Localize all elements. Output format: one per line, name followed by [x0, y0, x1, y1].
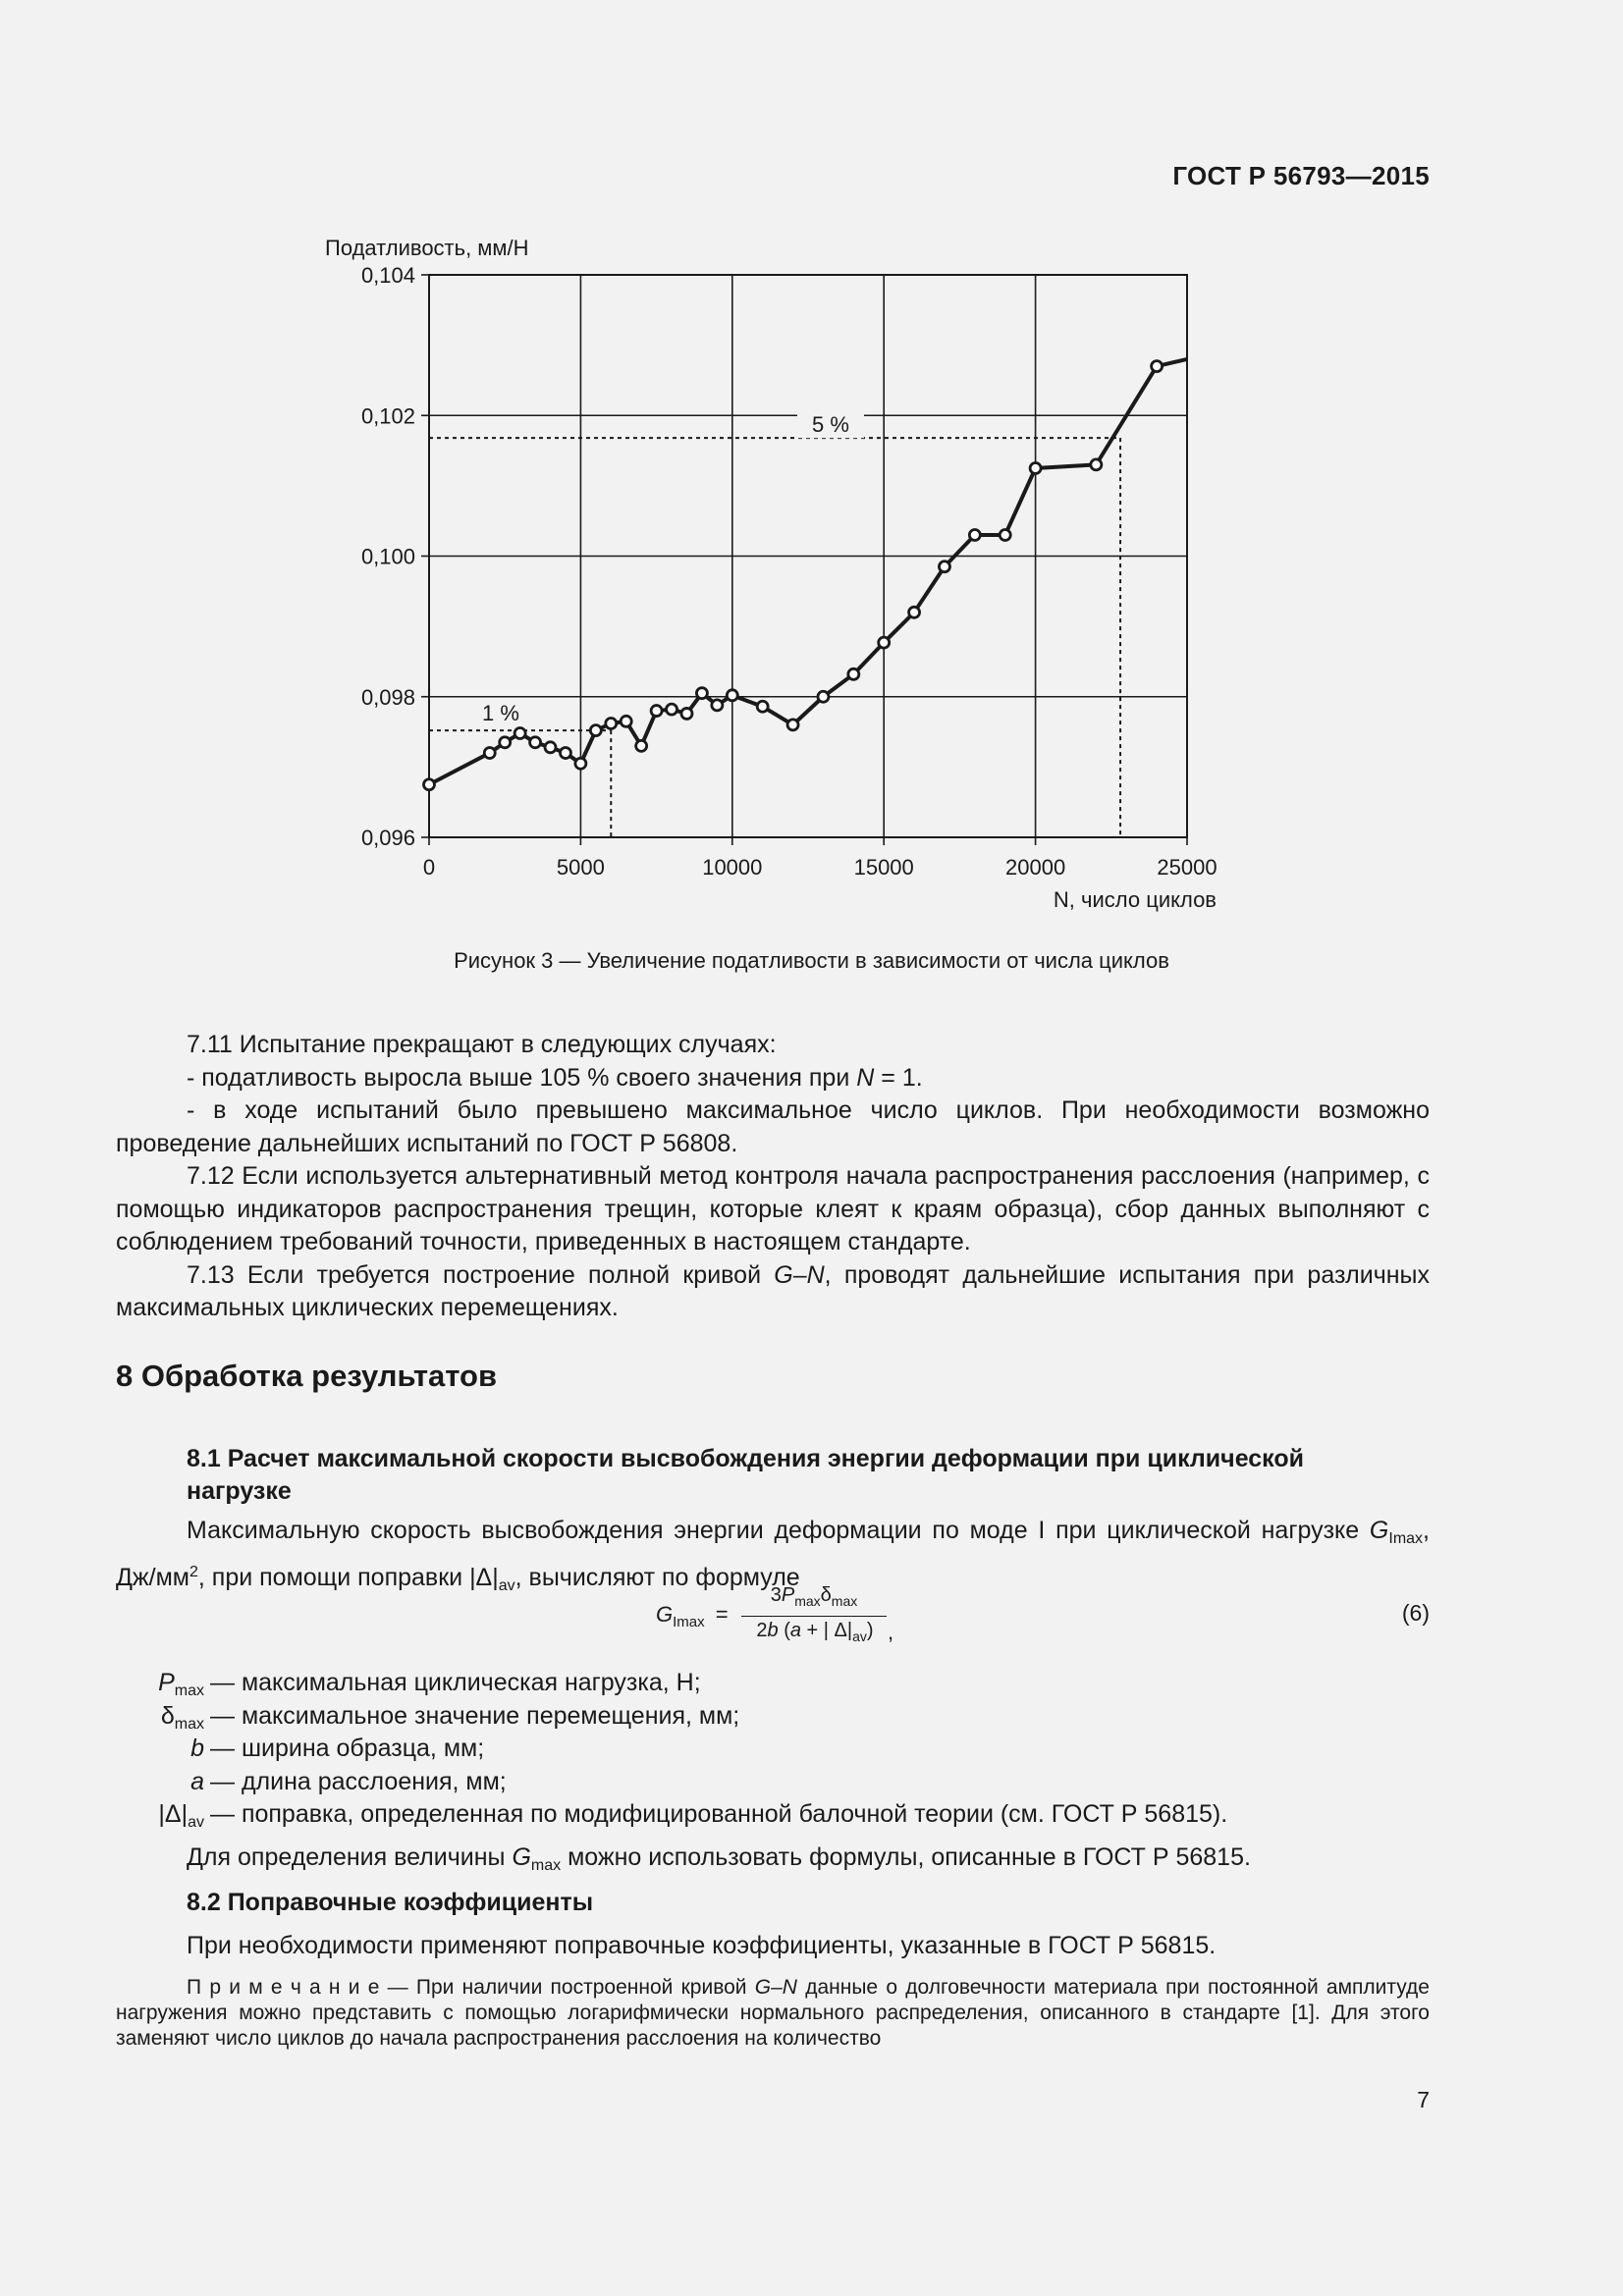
x-tick-label: 5000 — [556, 855, 605, 880]
figure-caption: Рисунок 3 — Увеличение податливости в зависимости от числа циклов — [454, 948, 1169, 973]
data-point — [667, 704, 677, 715]
data-point — [530, 737, 541, 748]
paragraph-8-1: Максимальную скорость высвобождения энергии деформации по моде I при циклической нагрузке $G_{Imax}$, $Дж/мм^2$, при помощи поправки $|\Delta|_{av}$, вычисляют по формуле — [116, 1517, 1430, 1594]
data-point — [1091, 459, 1102, 470]
data-point — [590, 725, 601, 736]
paragraph-7-13: 7.13 Если требуется построение полной кривой G–N, проводят дальнейшие испытания при различных максимальных циклических перемещениях. — [116, 1260, 1430, 1321]
y-tick-label: 0,096 — [360, 826, 415, 850]
data-point — [636, 740, 647, 751]
compliance-chart — [0, 0, 1623, 942]
condition-1: - податливость выросла выше 105 % своего значения при N = 1. — [187, 1063, 923, 1092]
data-point — [1030, 462, 1041, 473]
formula-lhs: $G_{Imax}$ = — [656, 1602, 729, 1630]
paragraph-7-11: 7.11 Испытание прекращают в следующих случаях: — [187, 1031, 777, 1058]
data-point — [424, 779, 435, 790]
data-point — [727, 690, 737, 701]
y-tick-label: 0,100 — [360, 544, 415, 569]
document-header: ГОСТ Р 56793—2015 — [1172, 161, 1430, 190]
paragraph-7-12: 7.12 Если используется альтернативный метод контроля начала распространения расслоения (например, с помощью индикаторов распространения трещин, которые клеят к краям образца), сбор данных выполняют с соблюдением требований точности, приведенных в настоящем стандарте. — [116, 1162, 1430, 1255]
data-point — [500, 737, 511, 748]
definition-text: — длина расслоения, мм; — [210, 1767, 507, 1795]
gmax-paragraph: Для определения величины $G_{max}$ можно использовать формулы, описанные в ГОСТ Р 56815. — [187, 1843, 1251, 1874]
data-point — [969, 530, 980, 541]
y-tick-label: 0,104 — [360, 263, 415, 288]
data-point — [606, 718, 617, 728]
formula-comma: , — [888, 1620, 894, 1644]
data-point — [1000, 530, 1010, 541]
definition-symbol: a — [190, 1767, 204, 1795]
x-tick-label: 25000 — [1157, 855, 1217, 880]
annotation-label: 1 % — [482, 701, 519, 726]
definition-text: — максимальная циклическая нагрузка, Н; — [210, 1669, 701, 1696]
data-point — [545, 742, 556, 753]
data-point — [712, 700, 723, 711]
definition-symbol: $P_{max}$ — [158, 1669, 204, 1699]
y-tick-label: 0,098 — [360, 684, 415, 710]
formula-number: (6) — [1401, 1600, 1430, 1626]
subsection-8-1-heading: 8.1 Расчет максимальной скорости высвобождения энергии деформации при циклической нагрузке — [187, 1445, 1304, 1505]
data-point — [560, 748, 570, 759]
y-tick-label: 0,102 — [360, 403, 415, 429]
data-point — [848, 668, 859, 679]
fraction-bar — [741, 1616, 887, 1617]
definition-symbol: $|\Delta|_{av}$ — [158, 1800, 204, 1832]
data-point — [484, 748, 495, 759]
x-tick-label: 0 — [422, 855, 436, 880]
annotation-label: 5 % — [812, 412, 849, 438]
data-point — [787, 720, 798, 730]
x-tick-label: 10000 — [702, 855, 763, 880]
note: П р и м е ч а н и е — При наличии построенной кривой G–N данные о долговечности материала при постоянной амплитуде нагружения можно представить с помощью логарифмически нормального распределения, описанного в стандарте [1]. Для этого заменяют число циклов до начала распространения расслоения на количество — [116, 1976, 1430, 2050]
data-point — [757, 701, 768, 712]
data-point — [879, 637, 890, 648]
definition-text: — ширина образца, мм; — [210, 1735, 485, 1763]
formula-6 — [0, 1584, 1623, 1659]
data-point — [1152, 361, 1163, 372]
x-tick-label: 15000 — [853, 855, 914, 880]
formula-numerator: $3P_{max}\delta_{max}$ — [770, 1584, 858, 1609]
definition-symbol: b — [190, 1735, 204, 1763]
x-axis-label: N, число циклов — [1053, 887, 1217, 912]
data-point — [514, 727, 525, 738]
data-point — [621, 716, 631, 726]
data-point — [909, 607, 920, 617]
y-axis-label: Податливость, мм/Н — [325, 236, 529, 260]
data-point — [681, 708, 692, 719]
data-point — [696, 688, 707, 699]
x-tick-label: 20000 — [1005, 855, 1066, 880]
definition-text: — поправка, определенная по модифицированной балочной теории (см. ГОСТ Р 56815). — [210, 1800, 1228, 1829]
definition-text: — максимальное значение перемещения, мм; — [210, 1701, 740, 1730]
data-point — [651, 706, 662, 717]
data-point — [818, 691, 829, 702]
section-8-heading: 8 Обработка результатов — [116, 1359, 498, 1393]
data-point — [575, 758, 586, 769]
formula-denominator: 2b (a + | $\Delta|_{av}$) — [756, 1620, 874, 1644]
data-point — [939, 561, 949, 572]
section-7-continued — [116, 1029, 1430, 1325]
page-number: 7 — [1417, 2087, 1430, 2112]
condition-2: - в ходе испытаний было превышено максимальное число циклов. При необходимости возможно проведение дальнейших испытаний по ГОСТ Р 56808. — [116, 1096, 1430, 1157]
paragraph-8-2: При необходимости применяют поправочные коэффициенты, указанные в ГОСТ Р 56815. — [187, 1932, 1217, 1959]
note-label: П р и м е ч а н и е — [187, 1976, 380, 1999]
subsection-8-2-heading: 8.2 Поправочные коэффициенты — [187, 1889, 594, 1916]
definition-symbol: $\delta_{max}$ — [160, 1701, 204, 1733]
